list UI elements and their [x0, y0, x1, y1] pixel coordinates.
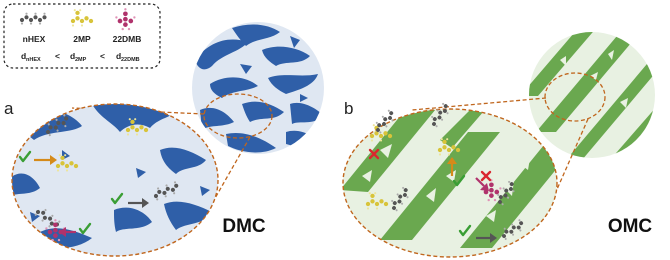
legend-box	[4, 4, 160, 68]
omc-overview-circle	[520, 26, 670, 160]
dmc-label: DMC	[222, 216, 266, 237]
legend-label-22dmb: 22DMB	[112, 34, 142, 44]
dmc-overview-circle	[192, 22, 324, 154]
panel-letter-a: a	[4, 99, 14, 118]
relation-sub-22dmb: 22DMB	[121, 57, 140, 63]
relation-lt-2: <	[100, 51, 105, 61]
legend-size-relation	[21, 51, 140, 63]
relation-sub-2mp: 2MP	[75, 57, 87, 63]
legend-label-2mp: 2MP	[73, 34, 91, 44]
panel-a	[4, 22, 324, 256]
relation-d-2mp: d	[70, 51, 76, 61]
panel-b	[330, 26, 670, 257]
relation-d-22dmb: d	[116, 51, 122, 61]
nhex-molecule-icon	[20, 13, 47, 25]
22dmb-molecule-icon	[115, 8, 135, 30]
relation-d-nhex: d	[21, 51, 27, 61]
relation-lt-1: <	[55, 51, 60, 61]
omc-label: OMC	[607, 216, 653, 237]
panel-letter-b: b	[344, 99, 354, 118]
omc-zoom-line-top	[412, 98, 546, 110]
relation-sub-nhex: nHEX	[26, 57, 41, 63]
dmc-zoomed-pore-view	[10, 100, 222, 256]
2mp-molecule-icon	[71, 9, 93, 26]
legend-label-nhex: nHEX	[22, 34, 46, 44]
